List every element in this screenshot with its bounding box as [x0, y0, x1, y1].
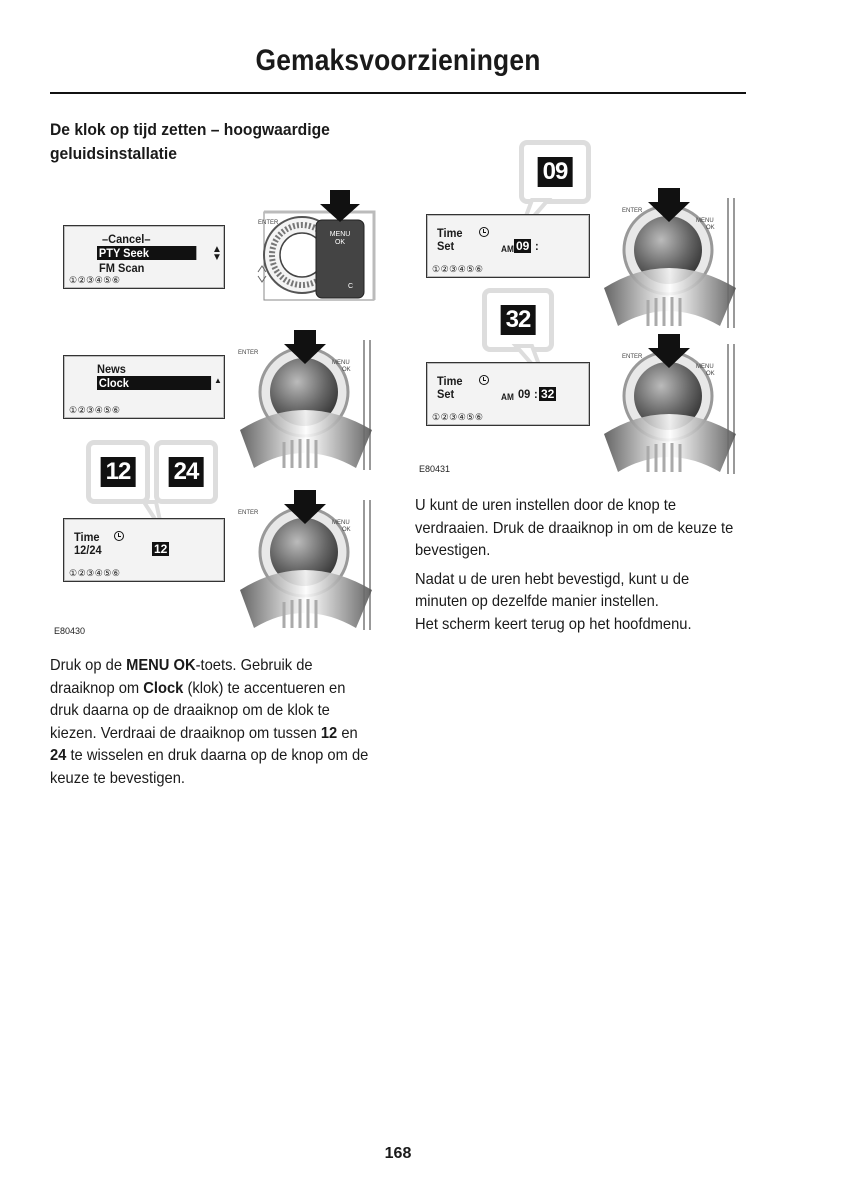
ok-label: OK — [342, 527, 351, 533]
callout-24 — [154, 440, 218, 504]
display-set-hours — [426, 214, 590, 278]
display-line-set: Set — [437, 387, 455, 401]
display-line-cancel: –Cancel– — [102, 232, 151, 246]
hours-value: 09 — [516, 239, 530, 253]
control-knob-rotate — [600, 188, 740, 328]
display-menu-clock — [63, 355, 225, 419]
ok-label: OK — [706, 371, 715, 377]
display-line-news: News — [97, 362, 126, 376]
figure-code-right: E80431 — [419, 464, 451, 474]
section-heading: De klok op tijd zetten – hoogwaardige geluidsinstallatie — [50, 120, 330, 163]
display-line-time: Time — [437, 374, 463, 388]
page-title: Gemaksvoorzieningen — [255, 44, 541, 77]
ok-label: OK — [342, 367, 351, 373]
page-number: 168 — [384, 1145, 412, 1162]
display-time-format — [63, 518, 225, 582]
ampm-label: AM — [501, 244, 514, 254]
text-bold: Clock — [143, 679, 184, 697]
clock-icon — [114, 531, 124, 541]
up-down-arrow-icon: ▲ — [212, 244, 222, 255]
callout-32 — [482, 288, 554, 352]
menu-label: MENU — [696, 218, 714, 224]
preset-indicators: ①②③④⑤⑥ — [432, 264, 484, 274]
figure-code-left: E80430 — [54, 626, 86, 636]
callout-value: 32 — [501, 305, 536, 335]
preset-indicators: ①②③④⑤⑥ — [432, 412, 484, 422]
text-run: Druk op de — [50, 657, 127, 674]
time-separator: : — [535, 239, 539, 253]
control-knob-press — [600, 334, 740, 474]
enter-label: ENTER — [622, 354, 643, 360]
instructions-right — [415, 495, 742, 636]
menu-label: MENU — [696, 364, 714, 370]
preset-indicators: ①②③④⑤⑥ — [69, 405, 121, 415]
ampm-label: AM — [501, 392, 514, 402]
text-run: te wisselen en druk daarna op de knop om de keuze te bevestigen. — [50, 747, 369, 787]
clock-icon — [479, 227, 489, 237]
menu-label: MENU — [332, 520, 350, 526]
menu-label: MENU — [332, 360, 350, 366]
display-line-time: Time — [437, 226, 463, 240]
display-line-time: Time — [74, 530, 100, 544]
highlighted-item: Clock — [97, 376, 211, 390]
format-value: 12 — [154, 542, 168, 556]
menu-label: MENU — [329, 231, 351, 238]
title-rule — [50, 92, 746, 94]
text-run: -toets. Gebruik de draaiknop om — [50, 657, 313, 697]
callout-value: 09 — [538, 157, 573, 187]
enter-label: ENTER — [258, 220, 279, 226]
enter-label: ENTER — [238, 350, 259, 356]
c-label: C — [348, 283, 354, 290]
callout-value: 12 — [101, 457, 136, 487]
control-knob-rotate — [236, 330, 376, 470]
text-run: Nadat u de uren hebt bevestigd, kunt u de minuten op dezelfde manier instellen. — [415, 570, 690, 610]
control-knob-menu-ok — [256, 190, 376, 300]
callout-12 — [86, 440, 150, 504]
highlighted-item: PTY Seek — [97, 246, 196, 260]
callout-value: 24 — [169, 457, 204, 487]
up-arrow-icon: ▲ — [214, 376, 222, 385]
instruction-paragraph — [50, 655, 372, 790]
down-arrow-icon: ▼ — [212, 252, 222, 263]
text-bold: 12 — [320, 724, 338, 742]
clock-icon — [479, 375, 489, 385]
display-line-clock — [97, 376, 211, 390]
ok-label: OK — [706, 225, 715, 231]
display-line-set: Set — [437, 239, 455, 253]
enter-label: ENTER — [238, 510, 259, 516]
text-bold: MENU OK — [126, 657, 196, 674]
display-set-minutes — [426, 362, 590, 426]
preset-indicators: ①②③④⑤⑥ — [69, 568, 121, 578]
text-bold: 24 — [50, 747, 67, 764]
instruction-paragraph-1: U kunt de uren instellen door de knop te verdraaien. Druk de draaiknop in om de keuze te bevestigen. — [415, 497, 734, 559]
instruction-paragraph-2 — [415, 569, 742, 637]
text-run: en — [337, 724, 358, 742]
enter-label: ENTER — [622, 208, 643, 214]
instructions-left — [50, 655, 372, 790]
ok-label: OK — [334, 239, 346, 246]
display-line-pty — [97, 246, 196, 260]
minutes-value: 32 — [541, 387, 555, 401]
display-line-fm: FM Scan — [99, 261, 145, 275]
hours-value: 09 — [518, 387, 531, 401]
preset-indicators: ①②③④⑤⑥ — [69, 275, 121, 285]
control-knob-press — [236, 490, 376, 630]
callout-09 — [519, 140, 591, 204]
display-menu-cancel — [63, 225, 225, 289]
text-run: (klok) te accentueren en druk daarna op de draaiknop om de klok te kiezen. Verdraai de draaiknop om tussen — [50, 679, 346, 742]
display-line-format: 12/24 — [74, 543, 102, 557]
time-separator: : — [534, 387, 538, 401]
text-run: Het scherm keert terug op het hoofdmenu. — [415, 615, 692, 633]
